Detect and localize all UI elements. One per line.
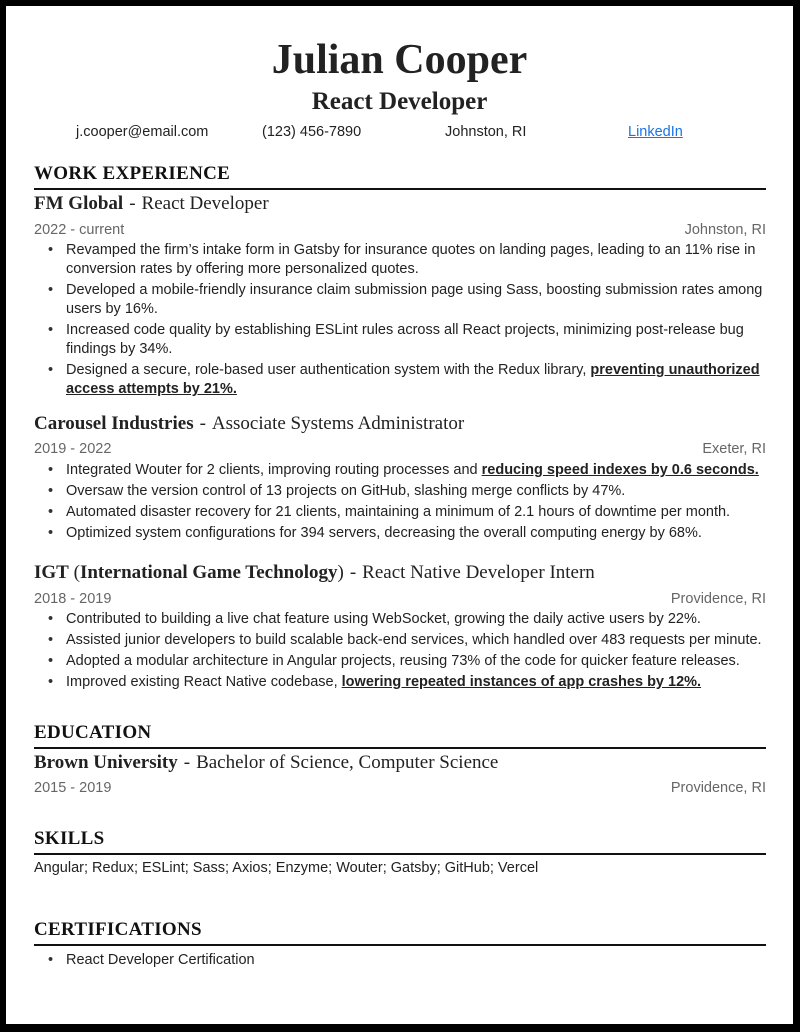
section-heading-certifications: CERTIFICATIONS bbox=[34, 919, 766, 946]
job-location: Exeter, RI bbox=[702, 441, 766, 457]
candidate-title: React Developer bbox=[311, 88, 488, 115]
job-role: React Developer bbox=[141, 193, 269, 214]
bullet-item bbox=[66, 241, 766, 279]
resume-page bbox=[6, 6, 793, 1024]
job-dates: 2018 - 2019 bbox=[34, 591, 112, 607]
bullet-text: Revamped the firm’s intake form in Gatsby for insurance quotes on landing pages, leading to an 11% rise in conversion rates by offering more personalized quotes. bbox=[66, 242, 756, 277]
bullet-text: Adopted a modular architecture in Angular projects, reusing 73% of the code for quicker feature releases. bbox=[66, 653, 740, 669]
bullet-item bbox=[66, 503, 766, 522]
job-company: FM Global bbox=[34, 193, 124, 214]
bullet-text: Improved existing React Native codebase, bbox=[66, 674, 342, 690]
separator: - bbox=[129, 193, 136, 214]
education-degree: Bachelor of Science, Computer Science bbox=[196, 752, 499, 773]
job-bullets bbox=[34, 461, 766, 545]
job-dates: 2019 - 2022 bbox=[34, 441, 112, 457]
separator: - bbox=[199, 413, 206, 434]
bullet-text: Contributed to building a live chat feature using WebSocket, growing the daily active users by 22%. bbox=[66, 611, 701, 627]
job-location: Providence, RI bbox=[670, 591, 766, 607]
separator: - bbox=[349, 562, 357, 583]
bullet-item bbox=[66, 631, 766, 650]
job-location: Johnston, RI bbox=[684, 222, 766, 238]
bullet-item bbox=[66, 524, 766, 543]
job-role: Associate Systems Administrator bbox=[211, 413, 465, 434]
contact-phone: (123) 456-7890 bbox=[262, 124, 362, 140]
bullet-item bbox=[66, 673, 766, 692]
job-role: React Native Developer Intern bbox=[362, 562, 595, 583]
paren-close: ) bbox=[337, 562, 344, 583]
job-meta bbox=[34, 440, 766, 458]
bullet-item bbox=[66, 361, 766, 399]
education-dates: 2015 - 2019 bbox=[34, 780, 112, 796]
education-title-line bbox=[34, 751, 498, 775]
bullet-highlight: reducing speed indexes by 0.6 seconds. bbox=[481, 462, 759, 478]
certification-text: React Developer Certification bbox=[66, 952, 255, 968]
bullet-item bbox=[66, 610, 766, 629]
section-heading-skills: SKILLS bbox=[34, 828, 766, 855]
paren-open: ( bbox=[68, 562, 80, 583]
contact-email: j.cooper@email.com bbox=[76, 124, 209, 140]
skills-list: Angular; Redux; ESLint; Sass; Axios; Enzyme; Wouter; Gatsby; GitHub; Vercel bbox=[34, 860, 539, 876]
job-dates: 2022 - current bbox=[34, 222, 125, 238]
linkedin-link[interactable]: LinkedIn bbox=[628, 124, 683, 140]
bullet-item bbox=[66, 482, 766, 501]
section-heading-work-experience: WORK EXPERIENCE bbox=[34, 163, 766, 190]
education-meta bbox=[34, 779, 766, 797]
bullet-item bbox=[66, 652, 766, 671]
job-company: Carousel Industries bbox=[34, 413, 194, 434]
job-meta bbox=[34, 590, 766, 608]
contact-location: Johnston, RI bbox=[445, 124, 527, 140]
job-title-line bbox=[34, 412, 464, 436]
bullet-item bbox=[66, 281, 766, 319]
job-meta bbox=[34, 221, 766, 239]
bullet-highlight: preventing unauthorized access attempts by 21%. bbox=[66, 362, 760, 397]
bullet-highlight: lowering repeated instances of app crashes by 12%. bbox=[341, 674, 702, 690]
job-title-line bbox=[34, 192, 269, 216]
bullet-text: Assisted junior developers to build scalable back-end services, which handled over 483 requests per minute. bbox=[66, 632, 762, 648]
certification-item bbox=[66, 951, 766, 970]
job-bullets bbox=[34, 610, 766, 694]
bullet-text: Integrated Wouter for 2 clients, improving routing processes and bbox=[66, 462, 482, 478]
job-company-prefix: IGT bbox=[34, 562, 69, 583]
bullet-text: Oversaw the version control of 13 projects on GitHub, slashing merge conflicts by 47%. bbox=[66, 483, 626, 499]
bullet-text: Designed a secure, role-based user authentication system with the Redux library, bbox=[66, 362, 591, 378]
job-company-full: International Game Technology bbox=[79, 562, 338, 583]
education-school: Brown University bbox=[34, 752, 178, 773]
bullet-item bbox=[66, 321, 766, 359]
job-title-line bbox=[34, 561, 595, 585]
separator: - bbox=[183, 752, 191, 773]
bullet-text: Optimized system configurations for 394 servers, decreasing the overall computing energy by 68%. bbox=[66, 525, 702, 541]
bullet-item bbox=[66, 461, 766, 480]
bullet-text: Developed a mobile-friendly insurance claim submission page using Sass, boosting submission rates among users by 16%. bbox=[66, 282, 763, 317]
bullet-text: Automated disaster recovery for 21 clients, maintaining a minimum of 2.1 hours of downtime per month. bbox=[66, 504, 731, 520]
certification-list bbox=[34, 951, 766, 972]
bullet-text: Increased code quality by establishing ESLint rules across all React projects, minimizing post-release bug findings by 34%. bbox=[66, 322, 744, 357]
section-heading-education: EDUCATION bbox=[34, 722, 766, 749]
job-bullets bbox=[34, 241, 766, 401]
contact-linkedin[interactable] bbox=[628, 122, 683, 142]
candidate-name: Julian Cooper bbox=[271, 37, 528, 83]
education-location: Providence, RI bbox=[670, 780, 766, 796]
